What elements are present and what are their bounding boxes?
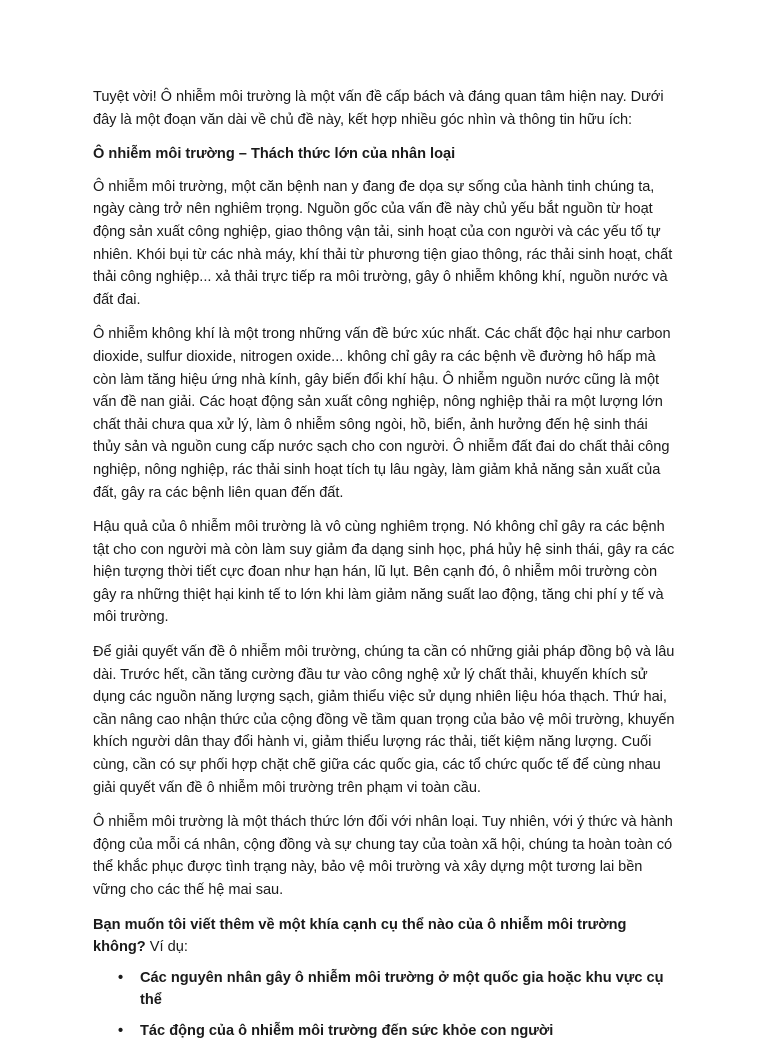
- bullet-icon: •: [118, 969, 124, 986]
- list-item: [118, 1020, 676, 1043]
- list-item: [118, 967, 676, 1012]
- follow-up-question: [93, 914, 676, 959]
- bullet-icon: •: [118, 1022, 124, 1039]
- follow-up-question-bold: Bạn muốn tôi viết thêm về một khía cạnh cụ thể nào của ô nhiễm môi trường không?: [93, 916, 627, 956]
- body-paragraph-4: Để giải quyết vấn đề ô nhiễm môi trường, chúng ta cần có những giải pháp đồng bộ và lâu dài. Trước hết, cần tăng cường đầu tư vào công nghệ xử lý chất thải, khuyến khích sử dụng các nguồn năng lượng sạch, giảm thiểu việc sử dụng nhiên liệu hóa thạch. Thứ hai, cần nâng cao nhận thức của cộng đồng về tầm quan trọng của bảo vệ môi trường, khuyến khích người dân thay đổi hành vi, giảm thiểu lượng rác thải, tiết kiệm năng lượng. Cuối cùng, cần có sự phối hợp chặt chẽ giữa các quốc gia, các tổ chức quốc tế để cùng nhau giải quyết vấn đề ô nhiễm môi trường trên phạm vi toàn cầu.: [93, 644, 675, 796]
- intro-paragraph: Tuyệt vời! Ô nhiễm môi trường là một vấn đề cấp bách và đáng quan tâm hiện nay. Dưới đây là một đoạn văn dài về chủ đề này, kết hợp nhiều góc nhìn và thông tin hữu ích:: [93, 89, 664, 128]
- body-paragraph-3: Hậu quả của ô nhiễm môi trường là vô cùng nghiêm trọng. Nó không chỉ gây ra các bệnh tật cho con người mà còn làm suy giảm đa dạng sinh học, phá hủy hệ sinh thái, gây ra các hiện tượng thời tiết cực đoan như hạn hán, lũ lụt. Bên cạnh đó, ô nhiễm môi trường còn gây ra những thiệt hại kinh tế to lớn khi làm giảm năng suất lao động, tăng chi phí y tế và môi trường.: [93, 519, 675, 626]
- document-heading: Ô nhiễm môi trường – Thách thức lớn của nhân loại: [93, 146, 456, 163]
- follow-up-question-rest: Ví dụ:: [145, 939, 188, 956]
- body-paragraph-5: Ô nhiễm môi trường là một thách thức lớn đối với nhân loại. Tuy nhiên, với ý thức và hành động của mỗi cá nhân, cộng đồng và sự chung tay của toàn xã hội, chúng ta hoàn toàn có thể khắc phục được tình trạng này, bảo vệ môi trường và xây dựng một tương lai bền vững cho các thế hệ mai sau.: [93, 814, 673, 898]
- body-paragraph-2: Ô nhiễm không khí là một trong những vấn đề bức xúc nhất. Các chất độc hại như carbon dioxide, sulfur dioxide, nitrogen oxide... không chỉ gây ra các bệnh về đường hô hấp mà còn làm tăng hiệu ứng nhà kính, gây biến đổi khí hậu. Ô nhiễm nguồn nước cũng là một vấn đề nan giải. Các hoạt động sản xuất công nghiệp, nông nghiệp thải ra một lượng lớn chất thải chưa qua xử lý, làm ô nhiễm sông ngòi, hồ, biển, ảnh hưởng đến hệ sinh thái thủy sản và nguồn cung cấp nước sạch cho con người. Ô nhiễm đất đai do chất thải công nghiệp, nông nghiệp, rác thải sinh hoạt tích tụ lâu ngày, làm giảm khả năng sản xuất của đất, gây ra các bệnh liên quan đến đất.: [93, 326, 671, 501]
- body-paragraph-1: Ô nhiễm môi trường, một căn bệnh nan y đang đe dọa sự sống của hành tinh chúng ta, ngày càng trở nên nghiêm trọng. Nguồn gốc của vấn đề này chủ yếu bắt nguồn từ hoạt động sản xuất công nghiệp, giao thông vận tải, sinh hoạt của con người và các yếu tố tự nhiên. Khói bụi từ các nhà máy, khí thải từ phương tiện giao thông, rác thải sinh hoạt, chất thải công nghiệp... xả thải trực tiếp ra môi trường, gây ô nhiễm không khí, nguồn nước và đất đai.: [93, 178, 673, 308]
- list-item-text: Tác động của ô nhiễm môi trường đến sức khỏe con người: [140, 1022, 554, 1039]
- list-item-text: Các nguyên nhân gây ô nhiễm môi trường ở một quốc gia hoặc khu vực cụ thể: [140, 969, 664, 1009]
- examples-list: [93, 967, 676, 1043]
